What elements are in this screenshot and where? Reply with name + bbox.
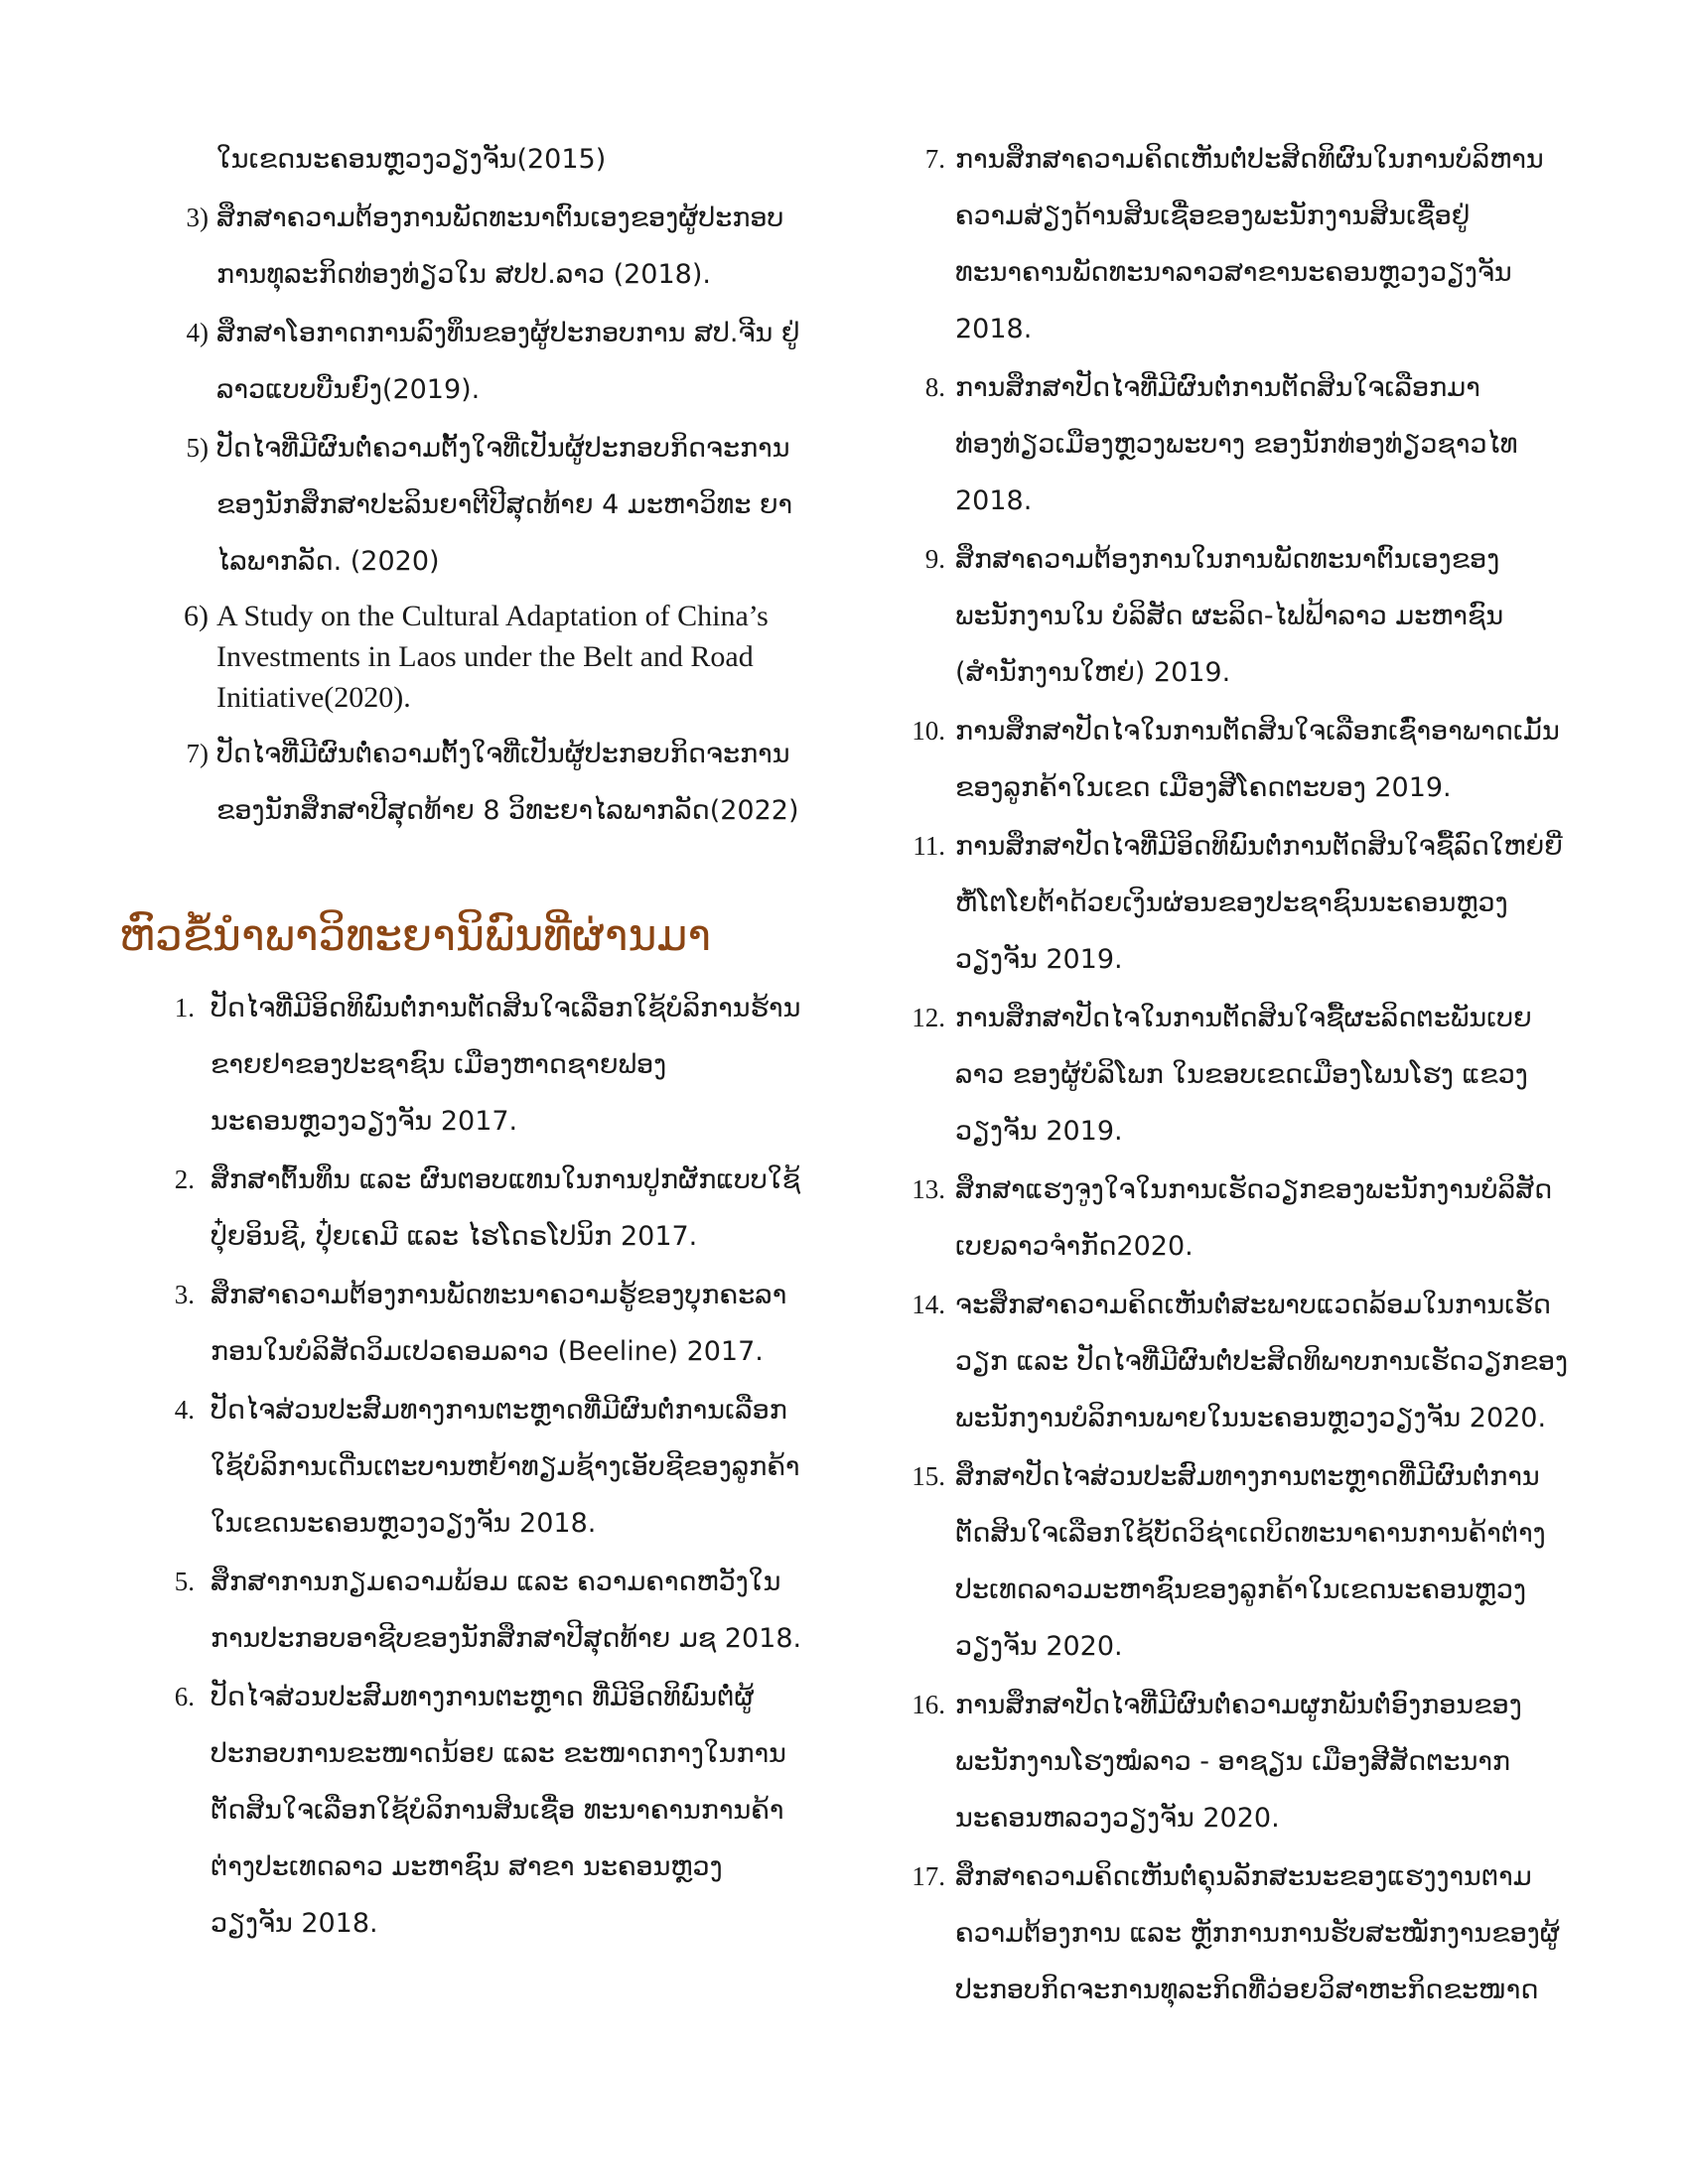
- item-number: 7): [186, 739, 209, 768]
- item-number: 15.: [912, 1461, 945, 1491]
- list-item: [119, 1267, 804, 1380]
- item-text: ການສຶກສາປັດໄຈໃນການຕັດສິນໃຈຊື້ຜະລິດຕະພັນເບຍລາວ ຂອງຜູ້ບໍລິໂພກ ໃນຂອບເຂດເມືອງໂພນໂຮງ ແຂວງວຽງຈັນ 2019.: [955, 1003, 1532, 1147]
- left-column: [119, 131, 804, 1952]
- thesis-list: [119, 980, 804, 1952]
- list-item: [894, 1448, 1579, 1675]
- item-number: 4.: [174, 1395, 195, 1425]
- item-text: ສຶກສາໂອກາດການລົງທຶນຂອງຜູ້ປະກອບການ ສປ.ຈີນ ຢູ່ລາວແບບບືນຍົງ(2019).: [216, 318, 800, 405]
- list-item: [894, 1277, 1579, 1446]
- item-number: 14.: [912, 1290, 945, 1319]
- list-item: [119, 305, 804, 418]
- item-number: 11.: [913, 831, 945, 861]
- item-number: 6.: [174, 1682, 195, 1711]
- item-text: ສຶກສາການກຽມຄວາມພ້ອມ ແລະ ຄວາມຄາດຫວັງໃນການປະກອບອາຊີບຂອງນັກສຶກສາປີສຸດທ້າຍ ມຊ 2018.: [211, 1567, 802, 1654]
- item-text: ຈະສຶກສາຄວາມຄິດເຫັນຕໍ່ສະພາບແວດລ້ອມໃນການເຮັດວຽກ ແລະ ປັດໄຈທີ່ມີຜົນຕໍ່ປະສິດທິພາບການເຮັດວຽກຂອງພະນັກງານບໍລິການພາຍໃນນະຄອນຫຼວງວຽງຈັນ 2020.: [955, 1290, 1569, 1433]
- list-item: [894, 131, 1579, 357]
- list-item: [894, 1161, 1579, 1275]
- item-text: ສຶກສາຄວາມຄິດເຫັນຕໍ່ຄຸນລັກສະນະຂອງແຮງງານຕາມຄວາມຕ້ອງການ ແລະ ຫຼັກການການຮັບສະໝັກງານຂອງຜູ້ປະກອບກິດຈະການທຸລະກິດທີ່ວ່ອຍວິສາຫະກິດຂະໜາດ: [955, 1861, 1560, 2005]
- item-text: ການສຶກສາປັດໄຈທີ່ມີອິດທິພົນຕໍ່ການຕັດສິນໃຈຊື້ລົດໃຫຍ່ຍີ່ຫໍ້ໂຕໂຍຕ້າດ້ວຍເງິນຜ່ອນຂອງປະຊາຊົນນະຄອນຫຼວງວຽງຈັນ 2019.: [955, 831, 1563, 975]
- item-text: ການສຶກສາຄວາມຄິດເຫັນຕໍ່ປະສິດທິຜົນໃນການບໍລິຫານຄວາມສ່ຽງດ້ານສິນເຊື່ອຂອງພະນັກງານສິນເຊື່ອຢູ່ ທະນາຄານພັດທະນາລາວສາຂານະຄອນຫຼວງວຽງຈັນ 2018.: [955, 144, 1544, 344]
- item-number: 4): [186, 318, 209, 347]
- item-number: 7.: [924, 144, 945, 174]
- list-item: [894, 531, 1579, 701]
- list-item: [119, 1152, 804, 1265]
- list-item: [894, 359, 1579, 529]
- continuation-text: ໃນເຂດນະຄອນຫຼວງວຽງຈັນ(2015): [216, 144, 607, 175]
- item-text: ປັດໄຈສ່ວນປະສົມທາງການຕະຫຼາດທີ່ມີຜົນຕໍ່ການເລືອກໃຊ້ບໍລິການເດີ່ນເຕະບານຫຍ້າທຽມຊ້າງເອັບຊີຂອງລູກຄ້າໃນເຂດນະຄອນຫຼວງວຽງຈັນ 2018.: [211, 1395, 800, 1539]
- item-number: 5): [186, 433, 209, 463]
- item-text: ສຶກສາປັດໄຈສ່ວນປະສົມທາງການຕະຫຼາດທີ່ມີຜົນຕໍ່ການຕັດສິນໃຈເລືອກໃຊ້ບັດວິຊ່າເດບິດທະນາຄານການຄ້າຕ່າງປະເທດລາວມະຫາຊົນຂອງລູກຄ້າໃນເຂດນະຄອນຫຼວງວຽງຈັນ 2020.: [955, 1461, 1546, 1662]
- item-number: 8.: [924, 372, 945, 402]
- list-item: [894, 990, 1579, 1160]
- item-number: 1.: [174, 993, 195, 1023]
- right-column: [894, 131, 1579, 2018]
- item-text: ສຶກສາຄວາມຕ້ອງການພັດທະນາຄວາມຮູ້ຂອງບຸກຄະລາກອນໃນບໍລິສັດວິມເປວຄອມລາວ (Beeline) 2017.: [211, 1280, 787, 1367]
- list-item: [894, 1677, 1579, 1846]
- item-text: A Study on the Cultural Adaptation of China’s Investments in Laos under the Belt and Road Initiative(2020).: [216, 600, 769, 714]
- list-item: [894, 818, 1579, 988]
- item-text: ການສຶກສາປັດໄຈທີ່ມີຜົນຕໍ່ຄວາມຜູກພັນຕໍ່ອົງກອນຂອງພະນັກງານໂຮງໝໍລາວ - ອາຊຽນ ເມືອງສີສັດຕະນາກນະຄອນຫລວງວຽງຈັນ 2020.: [955, 1690, 1522, 1834]
- top-list: [119, 190, 804, 839]
- list-item: [119, 190, 804, 303]
- item-number: 10.: [912, 716, 945, 746]
- item-number: 5.: [174, 1567, 195, 1596]
- item-number: 6): [184, 600, 209, 632]
- section-heading: ຫົວຂໍ້ນຳພາວິທະຍານິພົນທີ່ຜ່ານມາ: [119, 910, 712, 961]
- item-text: ການສຶກສາປັດໄຈໃນການຕັດສິນໃຈເລືອກເຊົ່າອາພາດເມັ້ນ ຂອງລູກຄ້າໃນເຂດ ເມືອງສີໂຄດຕະບອງ 2019.: [955, 716, 1560, 803]
- item-number: 3): [186, 203, 209, 232]
- list-item: [119, 1382, 804, 1552]
- item-text: ການສຶກສາປັດໄຈທີ່ມີຜົນຕໍ່ການຕັດສິນໃຈເລືອກມາທ່ອງທ່ຽວເມືອງຫຼວງພະບາງ ຂອງນັກທ່ອງທ່ຽວຊາວໄທ 2018.: [955, 372, 1518, 516]
- list-item: [119, 726, 804, 839]
- list-item: [894, 1848, 1579, 2018]
- item-number: 13.: [912, 1174, 945, 1204]
- item-text: ສຶກສາຄວາມຕ້ອງການພັດທະນາຕົນເອງຂອງຜູ້ປະກອບການທຸລະກິດທ່ອງທ່ຽວໃນ ສປປ.ລາວ (2018).: [216, 203, 784, 290]
- item-number: 3.: [174, 1280, 195, 1309]
- item-number: 16.: [912, 1690, 945, 1719]
- list-item: [894, 703, 1579, 816]
- item-text: ປັດໄຈທີ່ມີຜົນຕໍ່ຄວາມຕັ້ງໃຈທີ່ເປັນຜູ້ປະກອບກິດຈະການຂອງນັກສຶກສາປີສຸດທ້າຍ 8 ວິທະຍາໄລພາກລັດ(2022): [216, 739, 799, 826]
- list-item: [119, 1669, 804, 1952]
- list-item: [119, 420, 804, 590]
- item-number: 17.: [912, 1861, 945, 1891]
- item-text: ປັດໄຈທີ່ມີຜົນຕໍ່ຄວາມຕັ້ງໃຈທີ່ເປັນຜູ້ປະກອບກິດຈະການຂອງນັກສຶກສາປະລິນຍາຕີປີສຸດທ້າຍ 4 ມະຫາວິທະ ຍາໄລພາກລັດ. (2020): [216, 433, 793, 577]
- item-text: ປັດໄຈທີ່ມີອິດທິພົນຕໍ່ການຕັດສິນໃຈເລືອກໃຊ້ບໍລິການຮ້ານຂາຍຢາຂອງປະຊາຊົນ ເມືອງຫາດຊາຍຟອງນະຄອນຫຼວງວຽງຈັນ 2017.: [211, 993, 801, 1137]
- list-item: [119, 1554, 804, 1667]
- item-text: ປັດໄຈສ່ວນປະສົມທາງການຕະຫຼາດ ທີ່ມີອິດທິພົນຕໍ່ຜູ້ປະກອບການຂະໜາດນ້ອຍ ແລະ ຂະໜາດກາງໃນການຕັດສິນໃຈເລືອກໃຊ້ບໍລິການສິນເຊື່ອ ທະນາຄານການຄ້າຕ່າງປະເທດລາວ ມະຫາຊົນ ສາຂາ ນະຄອນຫຼວງວຽງຈັນ 2018.: [211, 1682, 786, 1939]
- item-text: ສຶກສາຄວາມຕ້ອງການໃນການພັດທະນາຕົນເອງຂອງພະນັກງານໃນ ບໍລິສັດ ຜະລິດ-ໄຟຟ້າລາວ ມະຫາຊົນ (ສຳນັກງານໃຫຍ່) 2019.: [955, 544, 1504, 688]
- item-number: 9.: [924, 544, 945, 574]
- list-item: [119, 980, 804, 1150]
- item-number: 2.: [174, 1164, 195, 1194]
- list-item-english: [119, 592, 804, 724]
- item-number: 12.: [912, 1003, 945, 1032]
- item-text: ສຶກສາແຮງຈູງໃຈໃນການເຮັດວຽກຂອງພະນັກງານບໍລິສັດເບຍລາວຈຳກັດ2020.: [955, 1174, 1553, 1262]
- item-text: ສຶກສາຕົ້ນທຶນ ແລະ ຜົນຕອບແທນໃນການປູກຜັກແບບໃຊ້ປຸ໋ຍອິນຊີ, ປຸ໋ຍເຄມີ ແລະ ໄຮໂດຣໂປນິກ 2017.: [211, 1164, 801, 1252]
